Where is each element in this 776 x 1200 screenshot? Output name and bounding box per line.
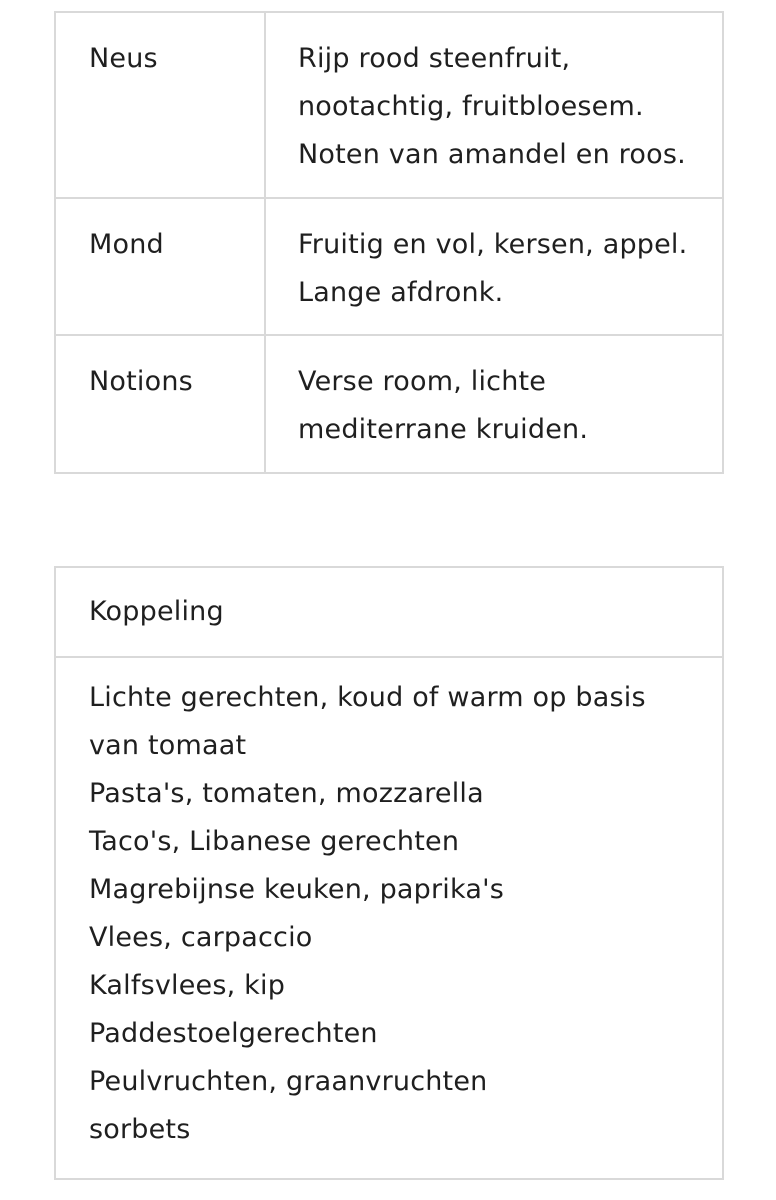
list-item: Paddestoelgerechten xyxy=(89,1018,378,1049)
list-item: Peulvruchten, graanvruchten xyxy=(89,1066,488,1097)
list-item: Magrebijnse keuken, paprika's xyxy=(89,874,504,905)
row-label-mond: Mond xyxy=(55,198,265,335)
pairing-list xyxy=(56,658,722,1154)
table-row xyxy=(55,198,723,335)
list-item: Lichte gerechten, koud of warm op basis van tomaat xyxy=(89,682,646,761)
list-item: Vlees, carpaccio xyxy=(89,922,313,953)
pairing-heading: Koppeling xyxy=(56,568,722,658)
table-row xyxy=(55,12,723,198)
row-value-notions: Verse room, lichte mediterrane kruiden. xyxy=(265,335,723,473)
tasting-notes-table xyxy=(54,11,724,474)
list-item: Pasta's, tomaten, mozzarella xyxy=(89,778,484,809)
list-item: sorbets xyxy=(89,1114,191,1145)
row-value-neus: Rijp rood steenfruit, nootachtig, fruitbloesem. Noten van amandel en roos. xyxy=(265,12,723,198)
row-value-mond: Fruitig en vol, kersen, appel. Lange afdronk. xyxy=(265,198,723,335)
list-item: Kalfsvlees, kip xyxy=(89,970,286,1001)
row-label-neus: Neus xyxy=(55,12,265,198)
list-item: Taco's, Libanese gerechten xyxy=(89,826,460,857)
pairing-panel xyxy=(54,566,724,1180)
row-label-notions: Notions xyxy=(55,335,265,473)
table-row xyxy=(55,335,723,473)
